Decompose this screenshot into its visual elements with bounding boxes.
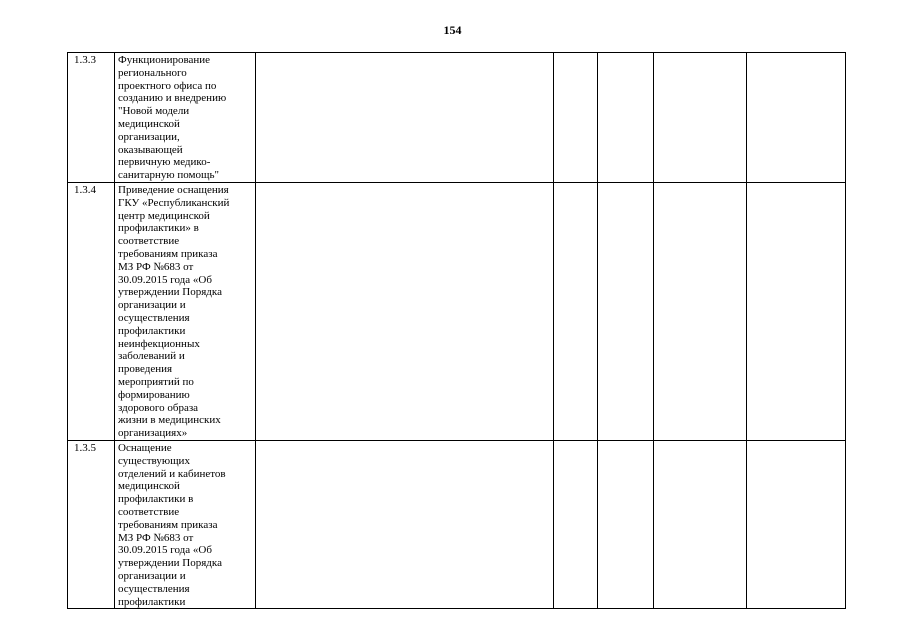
measure-name-line: существующих [118,454,190,467]
empty-cell [654,441,747,609]
measure-name-line: ГКУ «Республиканский [118,196,230,209]
measure-name-line: утверждении Порядка [118,286,222,299]
empty-cell [256,441,554,609]
measure-name-line: формированию [118,388,190,401]
measure-name-line: соответствие [118,235,180,248]
empty-cell [598,53,654,183]
page-number: 154 [443,23,462,37]
empty-cell [598,183,654,441]
empty-cell [598,441,654,609]
empty-cell [654,183,747,441]
measure-name-line: МЗ РФ №683 от [118,531,194,544]
measure-name-line: жизни в медицинских [118,414,221,427]
measure-name-line: профилактики в [118,493,194,506]
empty-cell [256,183,554,441]
measure-name-line: медицинской [118,480,180,493]
table-row [68,441,846,609]
measure-name-cell [115,441,256,609]
table-row [68,183,846,441]
measure-name-line: регионального [118,66,187,79]
measure-name-line: осуществления [118,311,190,324]
measure-name-line: Оснащение [118,442,172,454]
row-number: 1.3.5 [68,441,115,609]
measure-name-line: профилактики [118,595,186,608]
empty-cell [747,53,846,183]
empty-cell [554,53,598,183]
empty-cell [256,53,554,183]
measure-name-line: Приведение оснащения [118,184,229,196]
measure-name-line: организации и [118,299,186,312]
measure-name-line: организациях» [118,427,188,440]
measure-name-cell [115,53,256,183]
measure-name-line: Функционирование [118,54,211,66]
measure-name-line: медицинской [118,117,180,130]
measure-name-line: профилактики» в [118,222,199,235]
empty-cell [747,441,846,609]
measure-name-line: отделений и кабинетов [118,467,226,480]
empty-cell [554,441,598,609]
measure-name-line: требованиям приказа [118,247,218,260]
measure-name-line: МЗ РФ №683 от [118,260,194,273]
measure-name-line: 30.09.2015 года «Об [118,544,212,557]
measure-name-line: профилактики [118,324,186,337]
measure-name-line: заболеваний и [118,350,185,363]
measure-name-line: оказывающей [118,143,183,156]
measure-name-line: 30.09.2015 года «Об [118,273,212,286]
measures-table [67,52,846,609]
measure-name-line: неинфекционных [118,337,200,350]
empty-cell [747,183,846,441]
measure-name-line: здорового образа [118,401,199,414]
measure-name-line: мероприятий по [118,375,194,388]
empty-cell [654,53,747,183]
measure-name-cell [115,183,256,441]
row-number: 1.3.4 [68,183,115,441]
row-number: 1.3.3 [68,53,115,183]
empty-cell [554,183,598,441]
measure-name-line: созданию и внедрению [118,92,227,105]
measure-name-line: санитарную помощь" [118,169,219,182]
measure-name-line: осуществления [118,582,190,595]
measure-name-line: "Новой модели [118,105,190,118]
measure-name-line: организации и [118,569,186,582]
measure-name-line: утверждении Порядка [118,557,222,570]
measure-name-line: первичную медико- [118,156,211,169]
table-row [68,53,846,183]
measure-name-line: центр медицинской [118,209,210,222]
measure-name-line: требованиям приказа [118,518,218,531]
measure-name-line: организации, [118,130,180,143]
measure-name-line: проведения [118,363,173,376]
measure-name-line: проектного офиса по [118,79,217,92]
measure-name-line: соответствие [118,505,180,518]
